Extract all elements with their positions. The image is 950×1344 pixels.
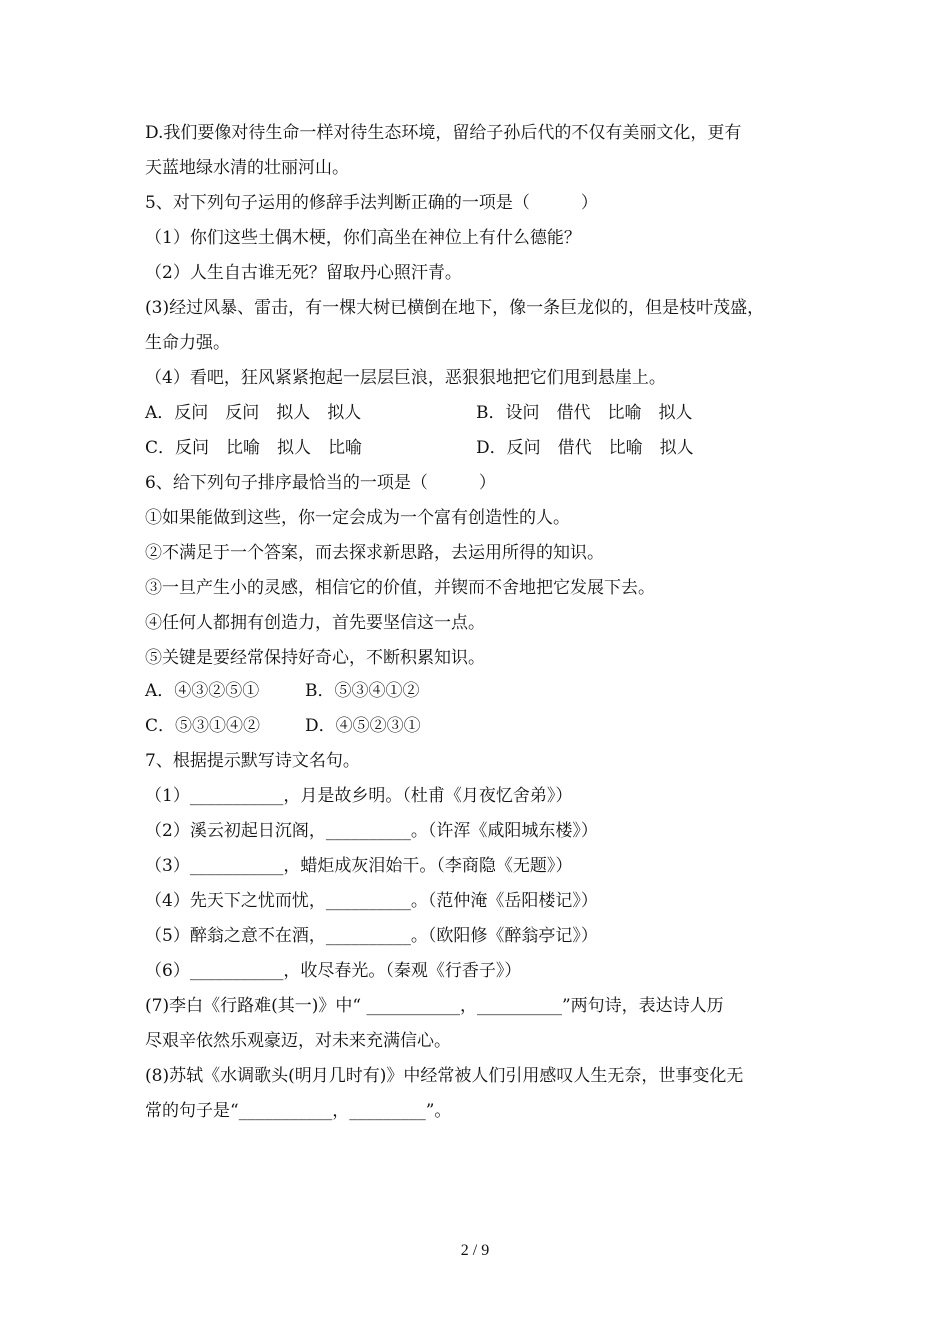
option-d-text-line-2: 天蓝地绿水清的壮丽河山。 xyxy=(145,158,349,178)
question-6-option-b: B．⑤③④①② xyxy=(305,681,420,701)
question-7-item-8-line-2: 常的句子是“___________，_________”。 xyxy=(145,1101,452,1121)
question-6-title: 6、给下列句子排序最恰当的一项是（ ） xyxy=(145,473,496,493)
question-5-sentence-1: （1）你们这些土偶木梗，你们高坐在神位上有什么德能？ xyxy=(145,228,581,248)
question-6-sentence-4: ④任何人都拥有创造力，首先要坚信这一点。 xyxy=(145,613,485,633)
question-7-item-5: （5）醉翁之意不在酒，__________。（欧阳修《醉翁亭记》） xyxy=(145,926,598,946)
question-7-item-6: （6）___________，收尽春光。（秦观《行香子》） xyxy=(145,961,522,981)
question-5-option-d: D．反问 借代 比喻 拟人 xyxy=(476,438,694,458)
question-5-option-c: C．反问 比喻 拟人 比喻 xyxy=(145,438,363,458)
question-6-sentence-5: ⑤关键是要经常保持好奇心，不断积累知识。 xyxy=(145,648,485,668)
question-6-sentence-3: ③一旦产生小的灵感，相信它的价值，并锲而不舍地把它发展下去。 xyxy=(145,578,655,598)
question-7-item-4: （4）先天下之忧而忧，__________。（范仲淹《岳阳楼记》） xyxy=(145,891,598,911)
question-5-sentence-4: （4）看吧，狂风紧紧抱起一层层巨浪，恶狠狠地把它们甩到悬崖上。 xyxy=(145,368,666,388)
question-5-sentence-3-line-2: 生命力强。 xyxy=(145,333,230,353)
question-5-option-b: B．设问 借代 比喻 拟人 xyxy=(476,403,693,423)
question-7-item-8-line-1: (8)苏轼《水调歌头(明月几时有)》中经常被人们引用感叹人生无奈，世事变化无 xyxy=(145,1066,744,1086)
question-5-option-a: A．反问 反问 拟人 拟人 xyxy=(145,403,362,423)
question-6-sentence-2: ②不满足于一个答案，而去探求新思路，去运用所得的知识。 xyxy=(145,543,604,563)
question-7-item-7-line-1: (7)李白《行路难(其一)》中“ ___________，__________”两句诗，表达诗人历 xyxy=(145,996,724,1016)
question-5-sentence-3-line-1: (3)经过风暴、雷击，有一棵大树已横倒在地下，像一条巨龙似的，但是枝叶茂盛， xyxy=(145,298,765,318)
question-6-option-d: D．④⑤②③① xyxy=(305,716,421,736)
question-7-title: 7、根据提示默写诗文名句。 xyxy=(145,751,360,771)
option-d-text-line-1: D.我们要像对待生命一样对待生态环境，留给子孙后代的不仅有美丽文化，更有 xyxy=(145,123,742,143)
question-5-sentence-2: （2）人生自古谁无死？留取丹心照汗青。 xyxy=(145,263,462,283)
question-5-title: 5、对下列句子运用的修辞手法判断正确的一项是（ ） xyxy=(145,193,598,213)
question-6-sentence-1: ①如果能做到这些，你一定会成为一个富有创造性的人。 xyxy=(145,508,570,528)
question-7-item-3: （3）___________，蜡炬成灰泪始干。（李商隐《无题》） xyxy=(145,856,573,876)
question-7-item-7-line-2: 尽艰辛依然乐观豪迈，对未来充满信心。 xyxy=(145,1031,451,1051)
question-6-option-c: C．⑤③①④② xyxy=(145,716,261,736)
question-6-option-a: A．④③②⑤① xyxy=(145,681,260,701)
question-7-item-2: （2）溪云初起日沉阁，__________。（许浑《咸阳城东楼》） xyxy=(145,821,598,841)
question-7-item-1: （1）___________，月是故乡明。（杜甫《月夜忆舍弟》） xyxy=(145,786,573,806)
page-number: 2 / 9 xyxy=(460,1242,490,1259)
